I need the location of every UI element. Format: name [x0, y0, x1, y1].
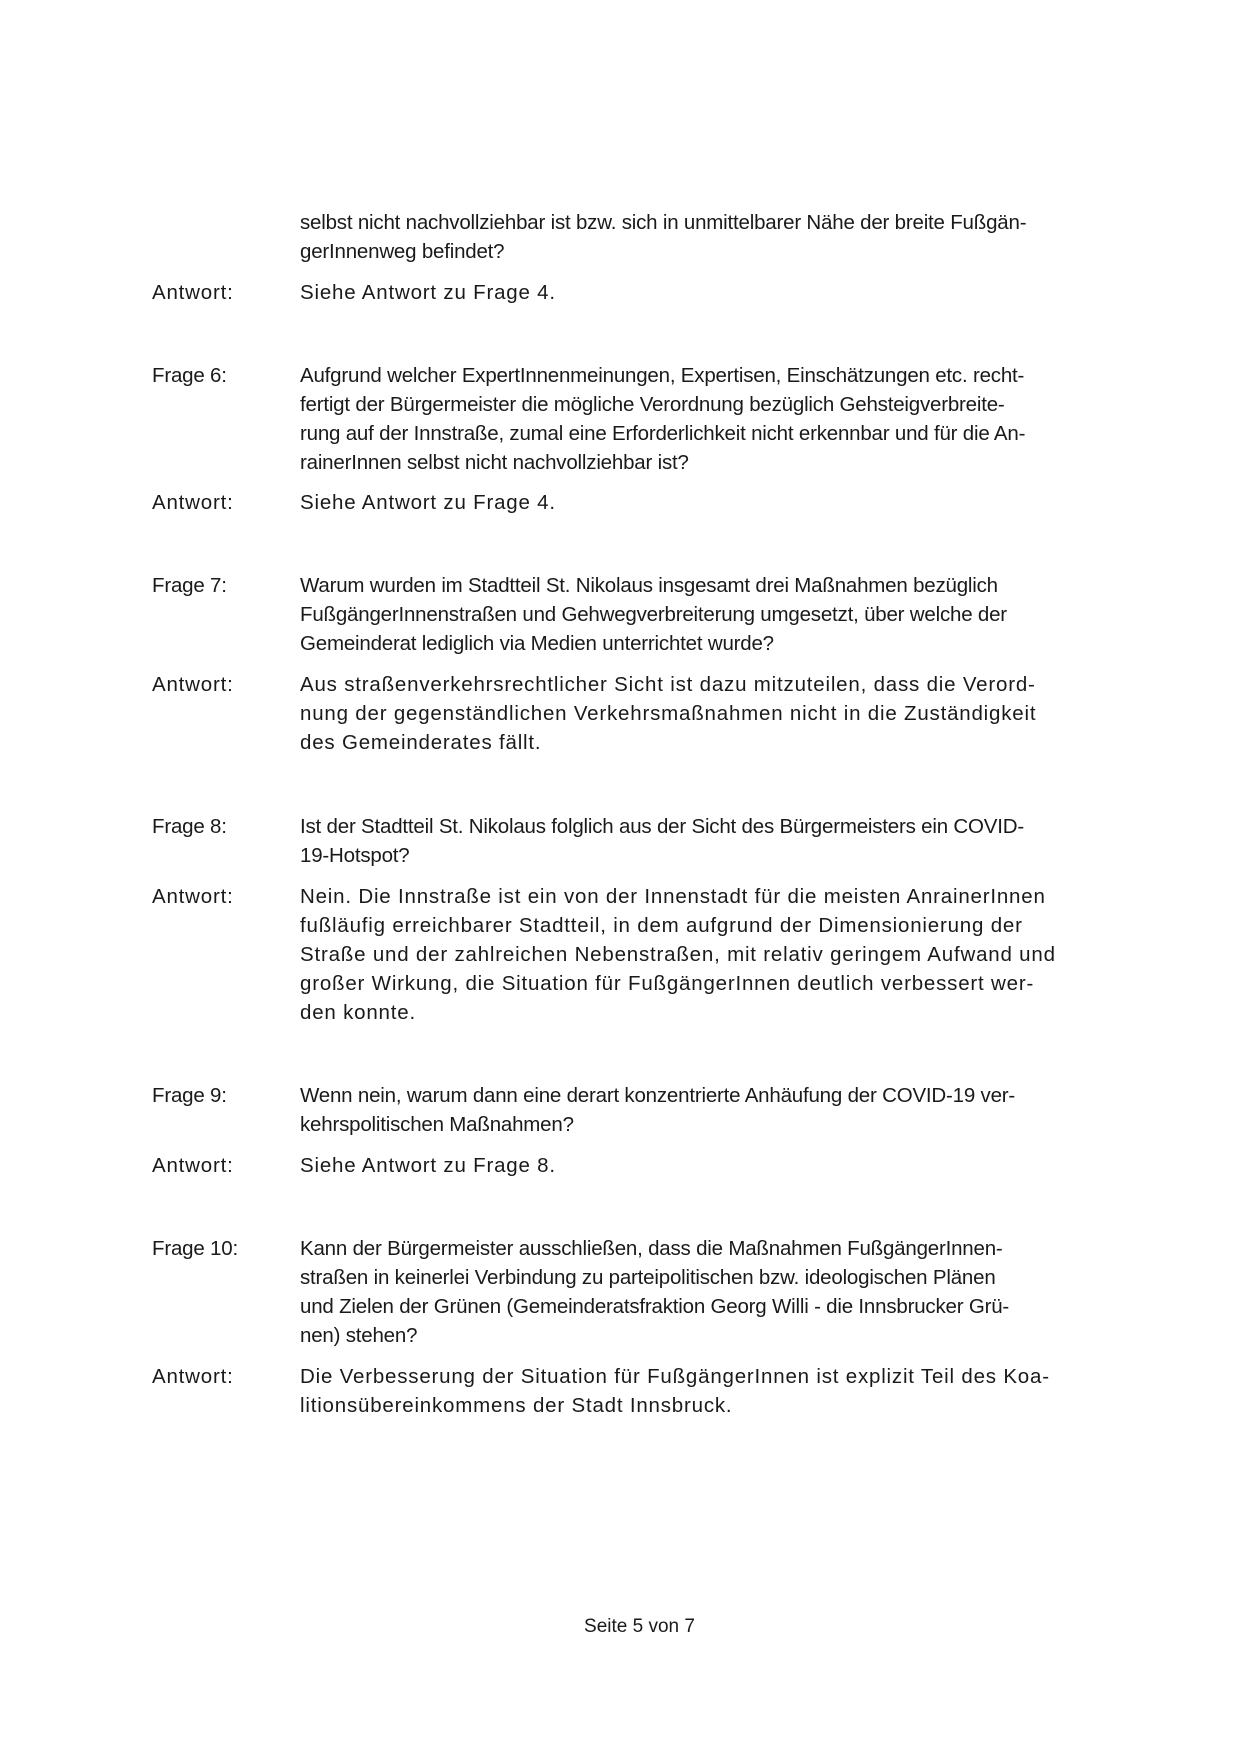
text-line: rainerInnen selbst nicht nachvollziehbar ist? — [300, 451, 689, 474]
answer-text — [300, 1151, 1127, 1180]
text-line: Warum wurden im Stadtteil St. Nikolaus insgesamt drei Maßnahmen bezüglich — [300, 574, 998, 597]
answer-label: Antwort: — [152, 885, 234, 908]
question-label: Frage 7: — [152, 574, 227, 597]
question-label: Frage 9: — [152, 1084, 227, 1107]
question-text — [300, 361, 1127, 477]
text-line: gerInnenweg befindet? — [300, 240, 505, 263]
answer-label: Antwort: — [152, 1154, 234, 1177]
page-number: Seite 5 von 7 — [584, 1616, 695, 1637]
text-line: FußgängerInnenstraßen und Gehwegverbreiterung umgesetzt, über welche der — [300, 603, 1007, 626]
question-label: Frage 6: — [152, 364, 227, 387]
answer-text — [300, 278, 1127, 307]
question-text — [300, 1234, 1127, 1350]
question-text — [300, 208, 1127, 266]
answer-label: Antwort: — [152, 491, 234, 514]
text-line: Siehe Antwort zu Frage 8. — [300, 1154, 556, 1177]
answer-text — [300, 670, 1127, 757]
text-line: rung auf der Innstraße, zumal eine Erforderlichkeit nicht erkennbar und für die An- — [300, 422, 1026, 445]
text-line: kehrspolitischen Maßnahmen? — [300, 1113, 574, 1136]
text-line: nen) stehen? — [300, 1324, 418, 1347]
question-text — [300, 1081, 1127, 1139]
text-line: und Zielen der Grünen (Gemeinderatsfraktion Georg Willi - die Innsbrucker Grü- — [300, 1295, 1010, 1318]
answer-text — [300, 488, 1127, 517]
question-text — [300, 571, 1127, 658]
text-line: Siehe Antwort zu Frage 4. — [300, 491, 556, 514]
answer-label: Antwort: — [152, 673, 234, 696]
text-line: fußläufig erreichbarer Stadtteil, in dem aufgrund der Dimensionierung der — [300, 914, 1023, 937]
text-line: Gemeinderat lediglich via Medien unterrichtet wurde? — [300, 632, 774, 655]
text-line: des Gemeinderates fällt. — [300, 731, 542, 754]
question-label: Frage 8: — [152, 815, 227, 838]
text-line: Aus straßenverkehrsrechtlicher Sicht ist dazu mitzuteilen, dass die Verord- — [300, 673, 1036, 696]
text-line: Ist der Stadtteil St. Nikolaus folglich aus der Sicht des Bürgermeisters ein COVID- — [300, 815, 1024, 838]
text-line: straßen in keinerlei Verbindung zu parteipolitischen bzw. ideologischen Plänen — [300, 1266, 996, 1289]
answer-text — [300, 1362, 1127, 1420]
text-line: fertigt der Bürgermeister die mögliche Verordnung bezüglich Gehsteigverbreite- — [300, 393, 1005, 416]
answer-label: Antwort: — [152, 281, 234, 304]
text-line: Kann der Bürgermeister ausschließen, dass die Maßnahmen FußgängerInnen- — [300, 1237, 1003, 1260]
text-line: Wenn nein, warum dann eine derart konzentrierte Anhäufung der COVID-19 ver- — [300, 1084, 1016, 1107]
text-line: großer Wirkung, die Situation für FußgängerInnen deutlich verbessert wer- — [300, 972, 1035, 995]
text-line: Aufgrund welcher ExpertInnenmeinungen, Expertisen, Einschätzungen etc. recht- — [300, 364, 1025, 387]
text-line: litionsübereinkommens der Stadt Innsbruck. — [300, 1394, 733, 1417]
answer-label: Antwort: — [152, 1365, 234, 1388]
text-line: Straße und der zahlreichen Nebenstraßen, mit relativ geringem Aufwand und — [300, 943, 1056, 966]
text-line: 19-Hotspot? — [300, 844, 410, 867]
answer-text — [300, 882, 1127, 1027]
text-line: Nein. Die Innstraße ist ein von der Innenstadt für die meisten AnrainerInnen — [300, 885, 1046, 908]
text-line: den konnte. — [300, 1001, 416, 1024]
text-line: Die Verbesserung der Situation für FußgängerInnen ist explizit Teil des Koa- — [300, 1365, 1050, 1388]
text-line: nung der gegenständlichen Verkehrsmaßnahmen nicht in die Zuständigkeit — [300, 702, 1037, 725]
question-label: Frage 10: — [152, 1237, 238, 1260]
text-line: Siehe Antwort zu Frage 4. — [300, 281, 556, 304]
question-text — [300, 812, 1127, 870]
text-line: selbst nicht nachvollziehbar ist bzw. sich in unmittelbarer Nähe der breite Fußgän- — [300, 211, 1027, 234]
